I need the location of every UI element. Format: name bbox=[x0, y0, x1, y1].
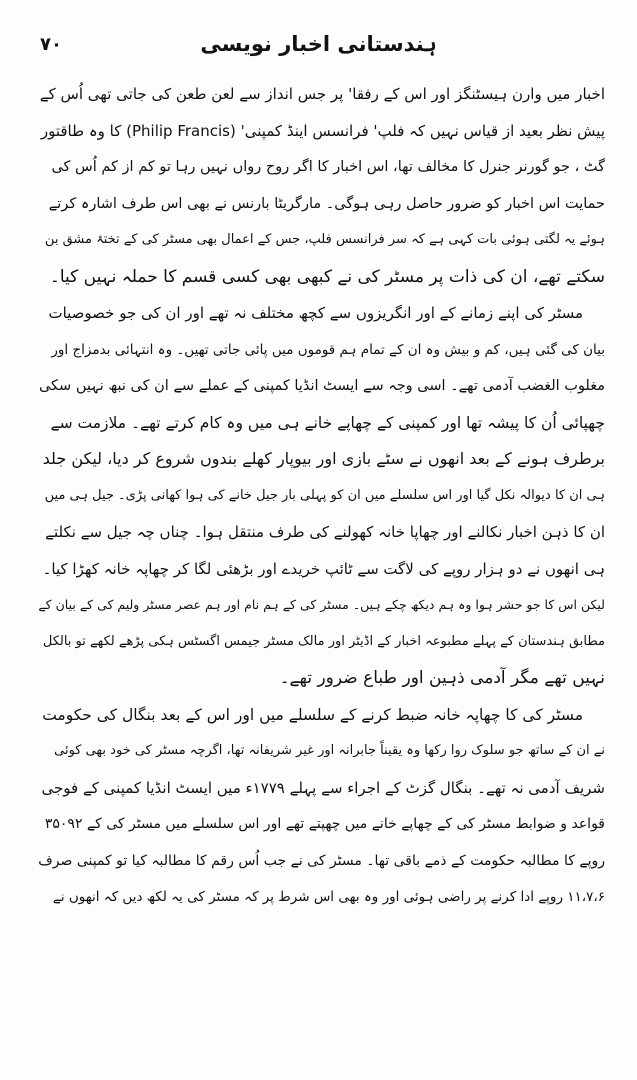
text-line: روپے کا مطالبہ حکومت کے ذمے باقی تھا۔ مسٹر کی نے جب اُس رقم کا مطالبہ کیا تو کمپنی صرف bbox=[38, 852, 605, 869]
text-line: ۱۱،۷،۶ روپے ادا کرنے پر راضی ہوئی اور وہ بھی اس شرط پر کہ مسٹر کی یہ لکھ دیں کہ انھوں نے bbox=[52, 889, 605, 905]
text-line: لیکن اس کا جو حشر ہوا وہ ہم دیکھ چکے ہیں۔ مسٹر کی کے ہم نام اور ہم عصر مسٹر ولیم کی کے بیان کے bbox=[38, 597, 605, 612]
text-line: مطابق ہندستان کے پہلے مطبوعہ اخبار کے اڈیٹر اور مالک مسٹر جیمس اگسٹس ہکی پڑھے لکھے تو بالکل bbox=[42, 633, 605, 649]
text-line: ہی ان کا دیوالہ نکل گیا اور اس سلسلے میں ان کو پہلی بار جیل خانے کی ہوا کھانی پڑی۔ جیل ہی میں bbox=[44, 487, 605, 503]
body-text bbox=[36, 76, 605, 916]
text-line: اخبار میں وارن ہیسٹنگز اور اس کے رفقا' پر جس انداز سے لعن طعن کی جاتی تھی اُس کے bbox=[39, 85, 605, 103]
text-line: حمایت اس اخبار کو ضرور حاصل رہی ہوگی۔ مارگریٹا بارنس نے بھی اس طرف اشارہ کرتے bbox=[48, 195, 605, 212]
text-line: پیش نظر بعید از قیاس نہیں کہ فلپ' فرانسس اینڈ کمپنی' (Philip Francis) کا وہ طاقتور bbox=[40, 121, 605, 140]
paragraph-start-line: مسٹر کی کا چھاپہ خانہ ضبط کرنے کے سلسلے میں اور اس کے بعد بنگال کی حکومت bbox=[42, 705, 583, 724]
paragraph-start-line: مسٹر کی اپنے زمانے کے اور انگریزوں سے کچھ مختلف نہ تھے اور ان کی جو خصوصیات bbox=[48, 304, 583, 322]
running-title: ہندستانی اخبار نویسی bbox=[200, 32, 437, 56]
text-line: ہی انھوں نے دو ہزار روپے کی لاگت سے ٹائپ خریدے اور بڑھئی لگا کر چھاپہ خانہ کھڑا کیا۔ bbox=[42, 559, 605, 578]
text-line: شریف آدمی نہ تھے۔ بنگال گزٹ کے اجراء سے پہلے ۱۷۷۹ء میں ایسٹ انڈیا کمپنی کے فوجی bbox=[41, 778, 605, 797]
page-header bbox=[40, 26, 597, 66]
text-line: برطرف ہونے کے بعد انھوں نے سٹے بازی اور بیوپار کھلے بندوں شروع کر دیا، لیکن جلد bbox=[42, 449, 605, 468]
text-line: نے ان کے ساتھ جو سلوک روا رکھا وہ یقیناً جابرانہ اور غیر شریفانہ تھا، اگرچہ مسٹر کی خود بھی کوئی bbox=[54, 743, 605, 758]
page-number: ۷۰ bbox=[40, 34, 62, 55]
text-line: قواعد و ضوابط مسٹر کی کے چھاپے خانے میں چھپتے تھے اور اس سلسلے میں مسٹر کی کے ۳۵۰۹۲ bbox=[44, 816, 605, 832]
text-line: سکتے تھے، ان کی ذات پر مسٹر کی نے کبھی بھی کسی قسم کا حملہ نہیں کیا۔ bbox=[49, 266, 605, 287]
text-line: نہیں تھے مگر آدمی ذہین اور طباع ضرور تھے۔ bbox=[279, 668, 605, 688]
text-line: مغلوب الغضب آدمی تھے۔ اسی وجہ سے ایسٹ انڈیا کمپنی کے عملے سے ان کی نبھ نہیں سکی bbox=[38, 378, 605, 394]
text-line: گٹ ، جو گورنر جنرل کا مخالف تھا، اس اخبار کا اگر روح رواں نہیں رہا تو کم از کم اُس کی bbox=[51, 159, 605, 175]
text-line: ہوئے یہ لگتی ہوئی بات کہی ہے کہ سر فرانسس فلپ، جس کے اعمال بھی مسٹر کی کے تختۂ مشق بن bbox=[44, 232, 605, 247]
text-line: چھپائی اُن کا پیشہ تھا اور کمپنی کے چھاپے خانے ہی میں وہ کام کرتے تھے۔ ملازمت سے bbox=[50, 413, 605, 432]
text-line: بیان کی گئی ہیں، کم و بیش وہ ان کے تمام ہم قوموں میں پائی جاتی تھیں۔ وہ انتہائی بدمزاج اور bbox=[51, 341, 605, 358]
text-line: ان کا ذہن اخبار نکالنے اور چھاپا خانہ کھولنے کی طرف منتقل ہوا۔ چناں چہ جیل سے نکلتے bbox=[45, 523, 605, 541]
